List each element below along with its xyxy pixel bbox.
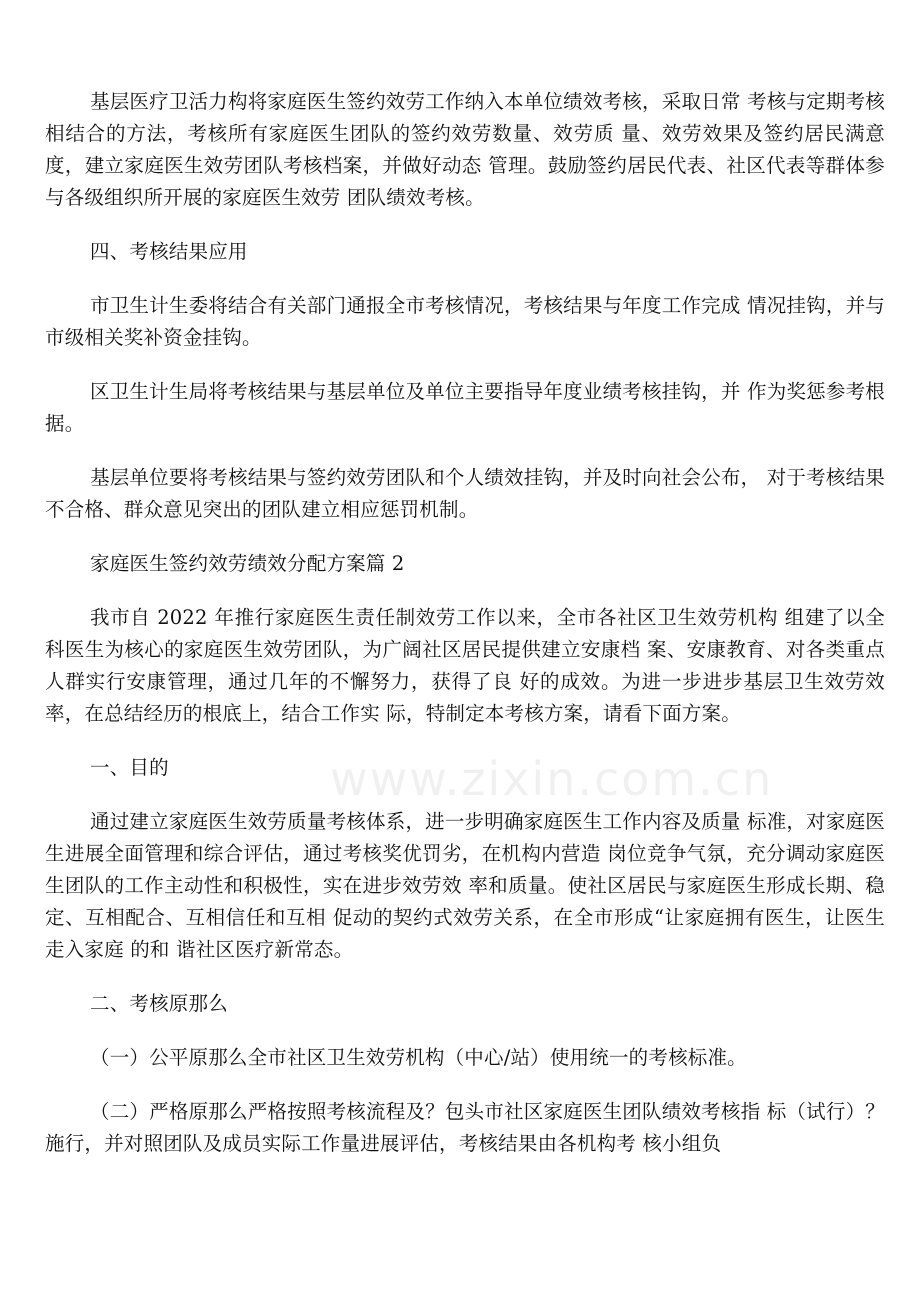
paragraph-principle-strictness: （二）严格原那么严格按照考核流程及？包头市社区家庭医生团队绩效考核指 标（试行）？施行，并对照团队及成员实际工作量进展评估，考核结果由各机构考 核小组负 [45,1100,885,1155]
paragraph-district-bureau: 区卫生计生局将考核结果与基层单位及单位主要指导年度业绩考核挂钩，并 作为奖惩参考根据。 [45,380,885,435]
paragraph-principle-fairness: （一）公平原那么全市社区卫生效劳机构（中心/站）使用统一的考核标准。 [90,1046,747,1069]
document-body [45,86,885,1182]
heading-purpose: 一、目的 [90,756,169,779]
paragraph-intro: 我市自 2022 年推行家庭医生责任制效劳工作以来，全市各社区卫生效劳机构 组建了以全科医生为核心的家庭医生效劳团队，为广阔社区居民提供建立安康档 案、安康教育、对各类重点人群实行安康管理，通过几年的不懈努力，获得了良 好的成效。为进一步进步基层卫生效劳效率，在总结经历的根底上，结合工作实 际，特制定本考核方案，请看下面方案。 [45,606,885,725]
paragraph-purpose: 通过建立家庭医生效劳质量考核体系，进一步明确家庭医生工作内容及质量 标准，对家庭医生进展全面管理和综合评估，通过考核奖优罚劣，在机构内营造 岗位竞争气氛，充分调动家庭医生团队的工作主动性和积极性，实在进步效劳效 率和质量。使社区居民与家庭医生形成长期、稳定、互相配合、互相信任和互相 促动的契约式效劳关系，在全市形成“让家庭拥有医生，让医生走入家庭 的和 谐社区医疗新常态。 [45,810,885,961]
paragraph-assessment-method: 基层医疗卫活力构将家庭医生签约效劳工作纳入本单位绩效考核，采取日常 考核与定期考核相结合的方法，考核所有家庭医生团队的签约效劳数量、效劳质 量、效劳效果及签约居民满意度，建立家庭医生效劳团队考核档案，并做好动态 管理。鼓励签约居民代表、社区代表等群体参与各级组织所开展的家庭医生效劳 团队绩效考核。 [45,90,885,209]
heading-section-2: 家庭医生签约效劳绩效分配方案篇 2 [90,552,405,575]
paragraph-grassroots-units: 基层单位要将考核结果与签约效劳团队和个人绩效挂钩，并及时向社会公布， 对于考核结果不合格、群众意见突出的团队建立相应惩罚机制。 [45,466,885,521]
watermark: www.zixin.com.cn [330,752,774,806]
paragraph-city-commission: 市卫生计生委将结合有关部门通报全市考核情况，考核结果与年度工作完成 情况挂钩，并与市级相关奖补资金挂钩。 [45,294,885,349]
heading-principles: 二、考核原那么 [90,992,228,1015]
heading-results-application: 四、考核结果应用 [90,240,248,263]
